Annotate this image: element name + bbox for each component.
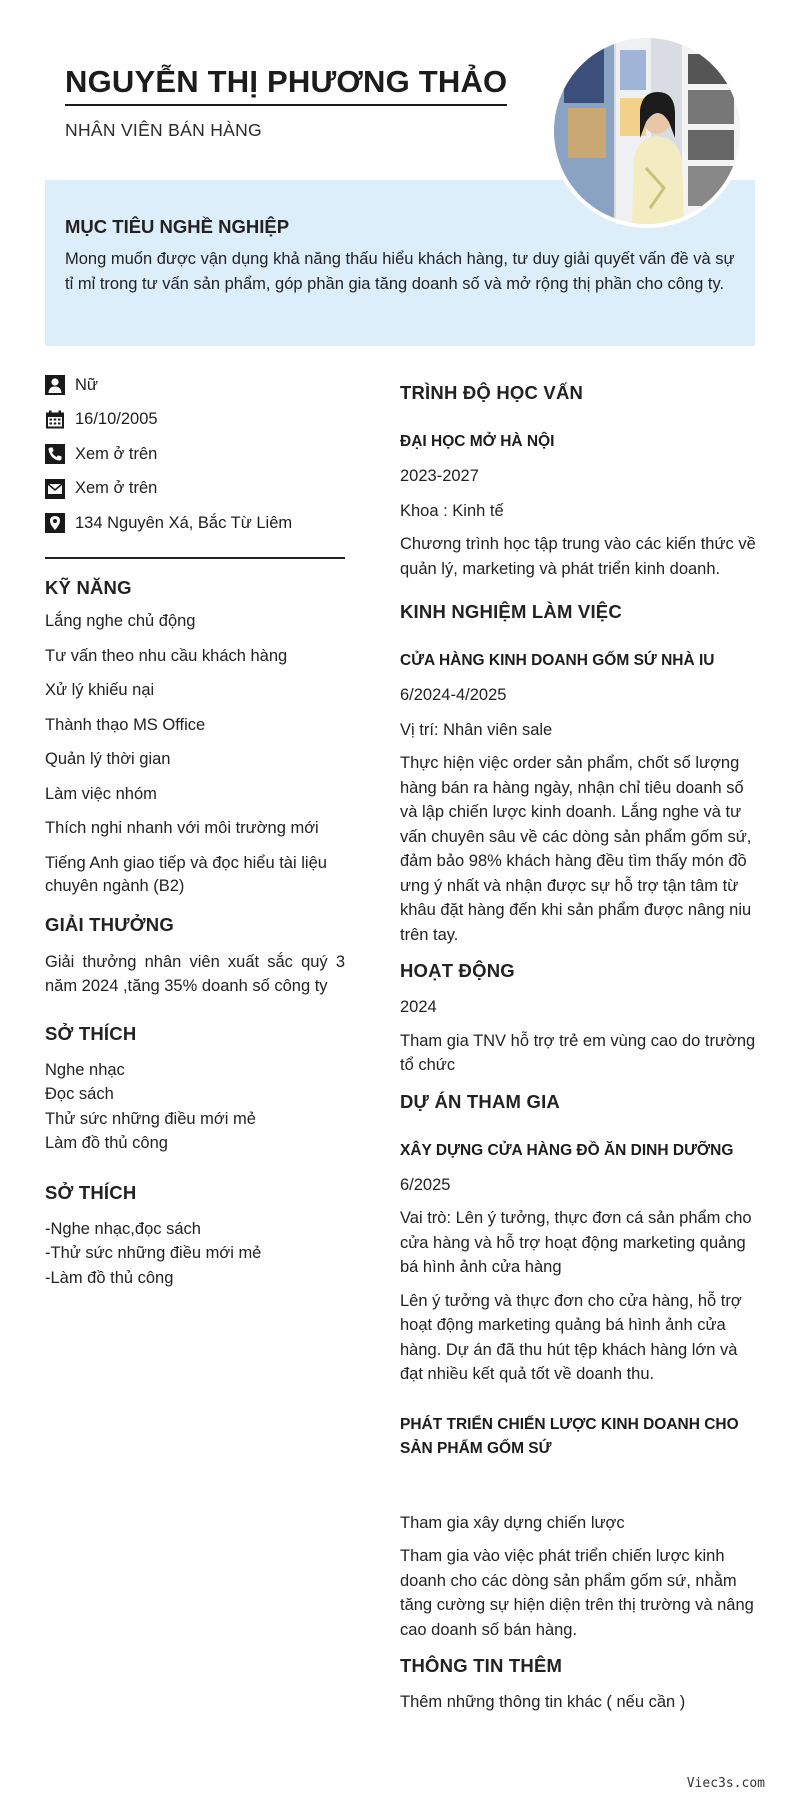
education-period: 2023-2027 [400, 467, 479, 485]
address-row [45, 506, 345, 541]
birthdate-row [45, 403, 345, 438]
project-role-2: Tham gia xây dựng chiến lược [400, 1513, 625, 1532]
phone-value: Xem ở trên [75, 444, 158, 463]
experience-description: Thực hiện việc order sản phẩm, chốt số lượng hàng bán ra hàng ngày, nhận chỉ tiêu doanh số và lập chiến lược kinh doanh. Lắng nghe và tư vấn chuyên sâu về các dòng sản phẩm gốm sứ, đảm bảo 98% khách hàng đều tìm thấy món đồ ưng ý nhất và nhận được sự hỗ trợ tận tâm từ khâu đặt hàng đến khi sản phẩm được nâng niu trên tay. [400, 754, 752, 944]
experience-position: Vị trí: Nhân viên sale [400, 720, 553, 739]
email-value: Xem ở trên [75, 479, 158, 498]
extra-title: THÔNG TIN THÊM [400, 1655, 563, 1676]
skill-item: Thích nghi nhanh với môi trường mới [45, 819, 319, 837]
project-description: Lên ý tưởng và thực đơn cho cửa hàng, hỗ trợ hoạt động marketing quảng bá hình ảnh cửa hàng. Dự án đã thu hút tệp khách hàng lớn và đạt nhiều kết quả tốt về doanh thu. [400, 1291, 742, 1383]
hobby-item: Nghe nhạc [45, 1060, 125, 1079]
awards-title: GIẢI THƯỞNG [45, 913, 174, 935]
objective-text: Mong muốn được vận dụng khả năng thấu hiểu khách hàng, tư duy giải quyết vấn đề và sự tỉ mỉ trong tư vấn sản phẩm, góp phần gia tăng doanh số và mở rộng thị phần cho công ty. [65, 250, 735, 293]
company-name: CỬA HÀNG KINH DOANH GỐM SỨ NHÀ IU [400, 652, 715, 669]
hobby-item: -Làm đồ thủ công [45, 1268, 174, 1287]
education-title: TRÌNH ĐỘ HỌC VẤN [400, 382, 584, 403]
address-value: 134 Nguyên Xá, Bắc Từ Liêm [75, 513, 293, 532]
watermark: Viec3s.com [686, 1776, 765, 1791]
hobby-item: Thử sức những điều mới mẻ [45, 1109, 256, 1128]
project-role: Vai trò: Lên ý tưởng, thực đơn cá sản phẩm cho cửa hàng và hỗ trợ hoạt động marketing quảng bá hình ảnh cửa hàng [400, 1209, 752, 1276]
hobby-item: Đọc sách [45, 1085, 114, 1103]
education-faculty: Khoa : Kinh tế [400, 501, 504, 520]
skill-item: Tư vấn theo nhu cầu khách hàng [45, 646, 288, 665]
skill-item: Làm việc nhóm [45, 784, 157, 803]
hobbies-title: SỞ THÍCH [45, 1022, 137, 1044]
calendar-icon [45, 410, 65, 430]
avatar [550, 34, 744, 228]
left-column [45, 368, 345, 1290]
location-pin-icon [45, 513, 65, 533]
objective-title: MỤC TIÊU NGHỀ NGHIỆP [65, 216, 290, 237]
skill-item: Quản lý thời gian [45, 750, 171, 768]
gender-row [45, 368, 345, 403]
person-icon [45, 375, 65, 395]
hobby-item: -Thử sức những điều mới mẻ [45, 1244, 262, 1262]
full-name: NGUYỄN THỊ PHƯƠNG THẢO [65, 64, 507, 106]
education-description: Chương trình học tập trung vào các kiến thức về quản lý, marketing và phát triển kinh doanh. [400, 535, 756, 578]
extra-text: Thêm những thông tin khác ( nếu cần ) [400, 1693, 686, 1711]
hobby-item: Làm đồ thủ công [45, 1134, 168, 1152]
hobby-item: -Nghe nhạc,đọc sách [45, 1219, 201, 1238]
birthdate-value: 16/10/2005 [75, 410, 158, 429]
phone-icon [45, 444, 65, 464]
project-period: 6/2025 [400, 1175, 451, 1194]
hobbies-list-2 [45, 1217, 345, 1291]
activities-description: Tham gia TNV hỗ trợ trẻ em vùng cao do trường tổ chức [400, 1031, 756, 1074]
project-description-2: Tham gia vào việc phát triển chiến lược kinh doanh cho các dòng sản phẩm gốm sứ, nhằm tăng cường sự hiện diện trên thị trường và nâng cao doanh số bán hàng. [400, 1547, 754, 1639]
job-title: NHÂN VIÊN BÁN HÀNG [65, 120, 262, 140]
skill-item: Thành thạo MS Office [45, 715, 206, 734]
divider [45, 557, 345, 559]
awards-text: Giải thưởng nhân viên xuất sắc quý 3 năm 2024 ,tăng 35% doanh số công ty [45, 952, 345, 995]
hobbies-title-2: SỞ THÍCH [45, 1181, 137, 1203]
experience-title: KINH NGHIỆM LÀM VIỆC [400, 601, 622, 622]
experience-period: 6/2024-4/2025 [400, 686, 507, 704]
phone-row [45, 437, 345, 472]
email-row [45, 472, 345, 507]
activities-title: HOẠT ĐỘNG [400, 960, 515, 981]
skill-item: Lắng nghe chủ động [45, 612, 196, 630]
right-column [400, 382, 762, 1715]
skill-item: Tiếng Anh giao tiếp và đọc hiểu tài liệu chuyên ngành (B2) [45, 853, 327, 895]
skill-item: Xử lý khiếu nại [45, 681, 155, 699]
projects-title: DỰ ÁN THAM GIA [400, 1090, 560, 1112]
activities-year: 2024 [400, 998, 437, 1016]
gender-value: Nữ [75, 375, 98, 394]
hobbies-list [45, 1058, 345, 1156]
project-name: XÂY DỰNG CỬA HÀNG ĐỒ ĂN DINH DƯỠNG [400, 1141, 734, 1159]
mail-icon [45, 479, 65, 499]
skills-list [45, 610, 345, 898]
skills-title: KỸ NĂNG [45, 576, 132, 598]
project-name-2: PHÁT TRIỂN CHIẾN LƯỢC KINH DOANH CHO SẢN PHẨM GỐM SỨ [400, 1415, 739, 1457]
school-name: ĐẠI HỌC MỞ HÀ NỘI [400, 433, 555, 450]
